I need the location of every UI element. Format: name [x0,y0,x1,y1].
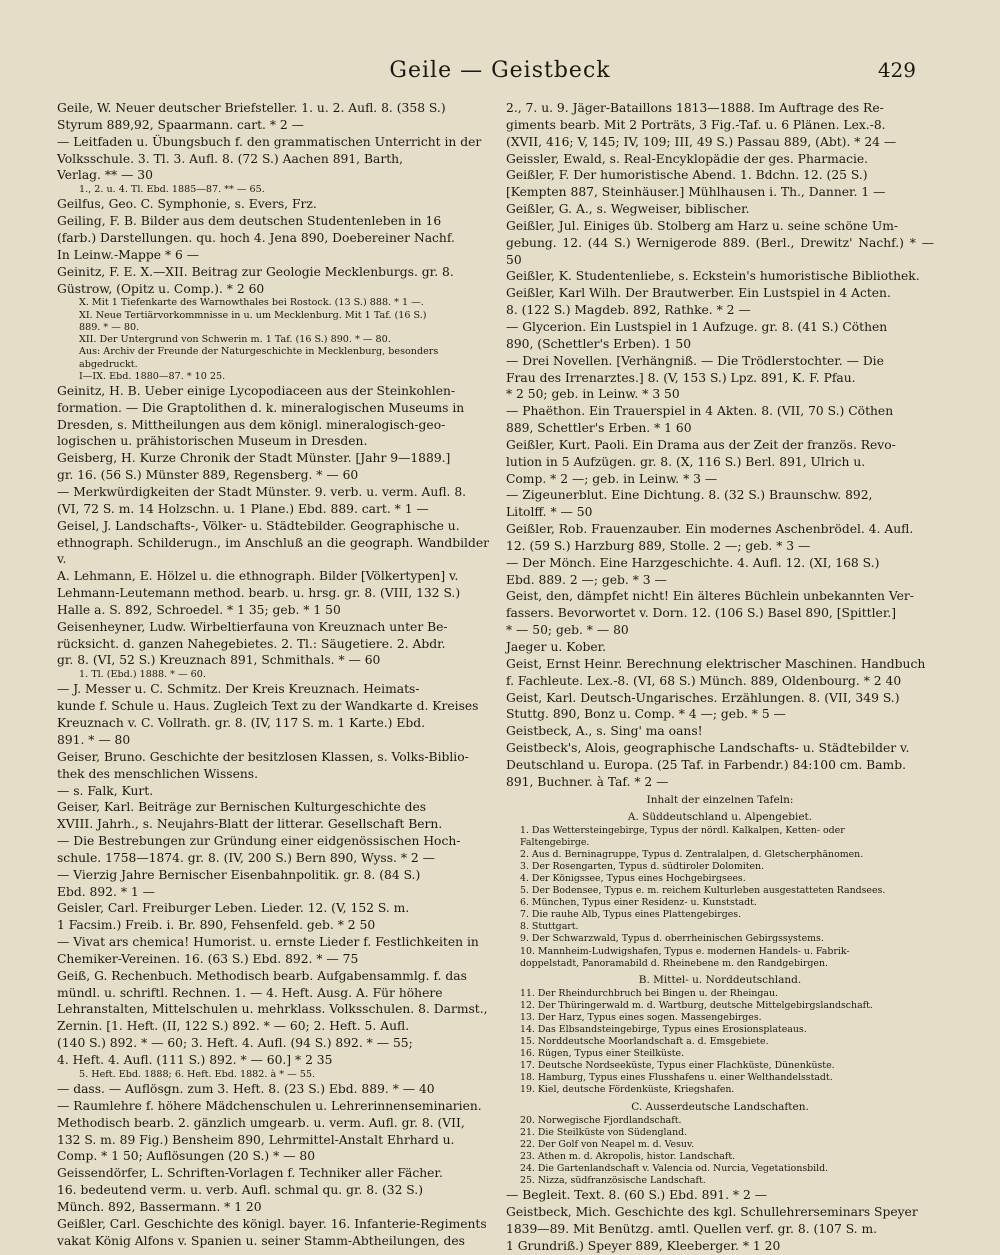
entry-line: Geisler, Carl. Freiburger Leben. Lieder. 12. (V, 152 S. m. [57,901,410,916]
entry-line: Styrum 889,92, Spaarmann. cart. * 2 — [57,117,304,132]
plate-item: 19. Kiel, deutsche Fördenküste, Kriegshafen. [520,1084,735,1096]
entry-line: — Vierzig Jahre Bernischer Eisenbahnpolitik. gr. 8. (84 S.) [57,867,421,882]
entry-line: lution in 5 Aufzügen. gr. 8. (X, 116 S.) Berl. 891, Ulrich u. [506,454,866,469]
entry-line: Geißler, Karl Wilh. Der Brautwerber. Ein Lustspiel in 4 Acten. [506,286,891,301]
plate-section-title: C. Ausserdeutsche Landschaften. [631,1100,809,1113]
entry-line: Comp. * 1 50; Auflösungen (20 S.) * — 80 [57,1149,316,1164]
entry-line: Methodisch bearb. 2. gänzlich umgearb. u. verm. Aufl. gr. 8. (VII, [57,1115,465,1130]
entry-line: 4. Heft. 4. Aufl. (111 S.) 892. * — 60.] * 2 35 [57,1053,333,1068]
bibliography-entry [506,740,934,791]
entry-line: Aus: Archiv der Freunde der Naturgeschichte in Mecklenburg, besonders [79,346,439,358]
bibliography-entry [506,656,934,690]
plate-item: 25. Nizza, südfranzösische Landschaft. [520,1175,706,1187]
entry-line: (140 S.) 892. * — 60; 3. Heft. 4. Aufl. (94 S.) 892. * — 55; [57,1036,413,1051]
entry-line: formation. — Die Graptolithen d. k. mineralogischen Museums in [57,400,465,415]
bibliography-entry [506,1187,934,1204]
plate-item: 21. Die Steilküste von Südengland. [520,1126,688,1138]
entry-line: A. Lehmann, E. Hölzel u. die ethnograph. Bilder [Völkertypen] v. [57,569,459,584]
bibliography-entry [57,450,489,517]
entry-line: — Zigeunerblut. Eine Dichtung. 8. (32 S.) Braunschw. 892, [506,488,873,503]
entry-line: — Vivat ars chemica! Humorist. u. ernste Lieder f. Festlichkeiten in [57,935,479,950]
entry-line: Geinitz, F. E. X.—XII. Beitrag zur Geologie Mecklenburgs. gr. 8. [57,264,454,279]
entry-line: Geiser, Bruno. Geschichte der besitzlosen Klassen, s. Volks-Biblio- [57,749,469,764]
entry-line: Geißler, Rob. Frauenzauber. Ein modernes Aschenbrödel. 4. Aufl. [506,522,914,537]
entry-line: abgedruckt. [79,358,138,370]
bibliography-entry [506,690,934,724]
plate-item: 8. Stuttgart. [520,921,579,933]
plate-item: doppelstadt, Panoramabild d. Rheinebene m. den Randgebirgen. [520,957,829,969]
plate-section-title: B. Mittel- u. Norddeutschland. [638,973,802,986]
entry-line: 2., 7. u. 9. Jäger-Bataillons 1813—1888. Im Auftrage des Re- [506,101,884,115]
plate-item: 3. Der Rosengarten, Typus d. südtiroler Dolomiten. [520,860,765,872]
entry-line: Chemiker-Vereinen. 16. (63 S.) Ebd. 892. * — 75 [57,951,359,966]
entry-line: 132 S. m. 89 Fig.) Bensheim 890, Lehrmittel-Anstalt Ehrhard u. [57,1132,455,1147]
bibliography-entry [57,749,489,800]
entry-line: Geist, Karl. Deutsch-Ungarisches. Erzählungen. 8. (VII, 349 S.) [506,690,900,705]
entry-line: Halle a. S. 892, Schroedel. * 1 35; geb. * 1 50 [57,602,341,617]
plate-item: 14. Das Elbsandsteingebirge, Typus eines Erosionsplateaus. [520,1024,807,1035]
entry-line: — Raumlehre f. höhere Mädchenschulen u. Lehrerinnenseminarien. [57,1098,482,1113]
entry-line: Geistbeck's, Alois, geographische Landschafts- u. Städtebilder v. [506,741,910,756]
entry-line: Geißler, F. Der humoristische Abend. 1. Bdchn. 12. (25 S.) [506,168,868,183]
bibliography-entry [506,100,934,151]
entry-line: Geissendörfer, L. Schriften-Vorlagen f. Techniker aller Fächer. [57,1166,443,1181]
plate-item: 16. Rügen, Typus einer Steilküste. [520,1048,685,1060]
entry-line: gr. 16. (56 S.) Münster 889, Regensberg. * — 60 [57,468,359,483]
entry-line: Lehranstalten, Mittelschulen u. mehrklass. Volksschulen. 8. Darmst., [57,1002,488,1017]
plate-item: 20. Norwegische Fjordlandschaft. [520,1114,682,1126]
entry-line: Geist, den, dämpfet nicht! Ein älteres Büchlein unbekannten Ver- [506,589,914,604]
plate-item: 6. München, Typus einer Residenz- u. Kunststadt. [520,897,757,909]
bibliography-entry [506,218,934,269]
entry-line: XI. Neue Tertiärvorkommnisse in u. um Mecklenburg. Mit 1 Taf. (16 S.) [79,309,427,321]
entry-line: — Begleit. Text. 8. (60 S.) Ebd. 891. * 2 — [506,1188,768,1203]
page-header [0,56,1000,90]
entry-line: — Phaëthon. Ein Trauerspiel in 4 Akten. 8. (VII, 70 S.) Cöthen [506,404,894,419]
entry-line: Münch. 892, Bassermann. * 1 20 [57,1199,262,1214]
entry-line: (VI, 72 S. m. 14 Holzschn. u. 1 Plane.) Ebd. 889. cart. * 1 — [57,501,429,516]
entry-line: 891. * — 80 [57,732,131,747]
plate-item: 22. Der Golf von Neapel m. d. Vesuv. [520,1138,695,1150]
bibliography-entry [506,521,934,588]
plate-item: 2. Aus d. Berninagruppe, Typus d. Zentralalpen, d. Gletscherphänomen. [520,848,864,860]
bibliography-entry [506,723,934,740]
entry-line: Geiß, G. Rechenbuch. Methodisch bearb. Aufgabensammlg. f. das [57,968,467,983]
entry-line: 5. Heft. Ebd. 1888; 6. Heft. Ebd. 1882. à * — 55. [79,1068,316,1080]
entry-line: Geißler, Kurt. Paoli. Ein Drama aus der Zeit der französ. Revo- [506,437,896,452]
entry-line: Frau des Irrenarztes.] 8. (V, 153 S.) Lpz. 891, K. F. Pfau. [506,370,856,385]
plate-item: 15. Norddeutsche Moorlandschaft a. d. Emsgebiete. [520,1036,769,1048]
entry-line: — Die Bestrebungen zur Gründung einer eidgenössischen Hoch- [57,834,461,849]
plate-section-title: A. Süddeutschland u. Alpengebiet. [627,810,813,823]
entry-line: X. Mit 1 Tiefenkarte des Warnowthales bei Rostock. (13 S.) 888. * 1 —. [79,297,424,309]
entry-line: thek des menschlichen Wissens. [57,766,259,781]
plate-item: 12. Der Thüringerwald m. d. Wartburg, deutsche Mittelgebirgslandschaft. [520,999,873,1011]
plate-item: 4. Der Königssee, Typus eines Hochgebirgsees. [520,872,746,884]
plate-item: 9. Der Schwarzwald, Typus d. oberrheinischen Gebirgssystems. [520,933,824,945]
entry-line: — J. Messer u. C. Schmitz. Der Kreis Kreuznach. Heimats- [57,682,420,697]
left-column [57,100,489,1250]
entry-line: logischen u. prähistorischen Museum in Dresden. [57,434,368,449]
entry-line: Kreuznach v. C. Vollrath. gr. 8. (IV, 117 S. m. 1 Karte.) Ebd. [57,716,426,731]
entry-line: * — 50; geb. * — 80 [506,623,629,638]
entry-line: — s. Falk, Kurt. [57,783,154,798]
entry-line: gr. 8. (VI, 52 S.) Kreuznach 891, Schmithals. * — 60 [57,653,381,668]
bibliography-entry [57,968,489,1165]
entry-line: Geinitz, H. B. Ueber einige Lycopodiaceen aus der Steinkohlen- [57,383,456,398]
plates-heading: Inhalt der einzelnen Tafeln: [646,793,794,806]
entry-line: Geilfus, Geo. C. Symphonie, s. Evers, Frz. [57,197,317,212]
entry-line: XVIII. Jahrh., s. Neujahrs-Blatt der litterar. Gesellschaft Bern. [57,817,443,832]
entry-line: kunde f. Schule u. Haus. Zugleich Text zu der Wandkarte d. Kreises [57,699,479,714]
entry-line: rücksicht. d. ganzen Nahegebietes. 2. Tl.: Säugetiere. 2. Abdr. [57,636,446,651]
running-title: Geile — Geistbeck [389,58,611,83]
entry-line: 16. bedeutend verm. u. verb. Aufl. schmal qu. gr. 8. (32 S.) [57,1183,423,1198]
plate-item: 1. Das Wettersteingebirge, Typus der nördl. Kalkalpen, Ketten- oder [520,824,845,836]
bibliography-entry [57,383,489,450]
entry-line: Lehmann-Leutemann method. bearb. u. hrsg. gr. 8. (VIII, 132 S.) [57,586,461,601]
bibliography-entry [57,799,489,900]
entry-line: — Leitfaden u. Übungsbuch f. den grammatischen Unterricht in der [57,134,482,149]
entry-line: Geisenheyner, Ludw. Wirbeltierfauna von Kreuznach unter Be- [57,619,448,634]
bibliography-entry [57,518,489,619]
entry-line: — dass. — Auflösgn. zum 3. Heft. 8. (23 S.) Ebd. 889. * — 40 [57,1082,435,1097]
entry-line: Geisberg, H. Kurze Chronik der Stadt Münster. [Jahr 9—1889.] [57,451,451,466]
entry-line: Geiser, Karl. Beiträge zur Bernischen Kulturgeschichte des [57,800,427,815]
entry-line: I—IX. Ebd. 1880—87. * 10 25. [79,370,226,382]
entry-line: Verlag. ** — 30 [57,168,153,183]
entry-line: (farb.) Darstellungen. qu. hoch 4. Jena 890, Doebereiner Nachf. [57,231,455,246]
entry-line: Geile, W. Neuer deutscher Briefsteller. 1. u. 2. Aufl. 8. (358 S.) [57,101,446,115]
entry-line: * 2 50; geb. in Leinw. * 3 50 [506,387,680,402]
entry-line: Jaeger u. Kober. [506,640,607,654]
plate-item: 24. Die Gartenlandschaft v. Valencia od. Nurcia, Vegetationsbild. [520,1162,829,1174]
bibliography-entry [506,437,934,521]
entry-line: Comp. * 2 —; geb. in Leinw. * 3 — [506,471,718,486]
entry-line: 1 Grundriß.) Speyer 889, Kleeberger. * 1 20 [506,1238,781,1253]
bibliography-entry [506,151,934,168]
bibliography-entry [57,196,489,213]
entry-line: Geißler, Jul. Einiges üb. Stolberg am Harz u. seine schöne Um- [506,218,899,233]
entry-line: Ebd. 889. 2 —; geb. * 3 — [506,572,667,587]
entry-line: Deutschland u. Europa. (25 Taf. in Farbendr.) 84:100 cm. Bamb. [506,757,906,772]
entry-line: XII. Der Untergrund von Schwerin m. 1 Taf. (16 S.) 890. * — 80. [79,334,391,346]
entry-line: Geistbeck, A., s. Sing' ma oans! [506,724,703,739]
bibliography-entry [506,201,934,218]
entry-line: 1. Tl. (Ebd.) 1888. * — 60. [79,669,206,681]
entry-line: gebung. 12. (44 S.) Wernigerode 889. (Berl., Drewitz' Nachf.) * — 50 [506,235,934,267]
plate-item: Faltengebirge. [520,836,590,848]
plate-item: 10. Mannheim-Ludwigshafen, Typus e. modernen Handels- u. Fabrik- [520,945,850,957]
bibliography-entry [57,900,489,967]
right-column [506,100,934,1255]
entry-line: giments bearb. Mit 2 Porträts, 3 Fig.-Taf. u. 6 Plänen. Lex.-8. [506,117,886,132]
bibliography-entry [506,285,934,437]
bibliography-entry [57,264,489,383]
entry-line: Geißler, G. A., s. Wegweiser, biblischer. [506,202,750,217]
entry-line: 890, (Schettler's Erben). 1 50 [506,336,692,351]
plate-item: 17. Deutsche Nordseeküste, Typus einer Flachküste, Dünenküste. [520,1060,835,1072]
entry-line: — Drei Novellen. [Verhängniß. — Die Trödlerstochter. — Die [506,353,884,368]
page-number: 429 [877,58,916,82]
bibliography-entry [506,167,934,201]
entry-line: Ebd. 892. * 1 — [57,884,155,899]
entry-line: 891, Buchner. à Taf. * 2 — [506,774,669,789]
plate-item: 23. Athen m. d. Akropolis, histor. Landschaft. [520,1150,736,1162]
entry-line: 889. * — 80. [79,321,140,333]
plate-item: 11. Der Rheindurchbruch bei Bingen u. der Rheingau. [520,987,779,999]
entry-line: — Merkwürdigkeiten der Stadt Münster. 9. verb. u. verm. Aufl. 8. [57,484,467,499]
entry-line: Geiling, F. B. Bilder aus dem deutschen Studentenleben in 16 [57,214,442,229]
entry-line: [Kempten 887, Steinhäuser.] Mühlhausen i. Th., Danner. 1 — [506,185,886,200]
bibliography-entry [57,213,489,264]
entry-line: 1839—89. Mit Benützg. amtl. Quellen verf. gr. 8. (107 S. m. [506,1221,878,1236]
entry-line: — Glycerion. Ein Lustspiel in 1 Aufzuge. gr. 8. (41 S.) Cöthen [506,319,888,334]
entry-line: Volksschule. 3. Tl. 3. Aufl. 8. (72 S.) Aachen 891, Barth, [57,151,403,166]
entry-line: ethnograph. Schilderugn., im Anschluß an die geograph. Wandbilder v. [57,535,489,567]
entry-line: Geissler, Ewald, s. Real-Encyklopädie der ges. Pharmacie. [506,151,869,166]
entry-line: mündl. u. schriftl. Rechnen. 1. — 4. Heft. Ausg. A. Für höhere [57,985,443,1000]
bibliography-entry [57,619,489,749]
entry-line: 889, Schettler's Erben. * 1 60 [506,421,692,436]
entry-line: (XVII, 416; V, 145; IV, 109; III, 49 S.) Passau 889, (Abt). * 24 — [506,134,897,149]
entry-line: — Der Mönch. Eine Harzgeschichte. 4. Aufl. 12. (XI, 168 S.) [506,555,880,570]
entry-line: Litolff. * — 50 [506,505,593,520]
bibliography-entry [57,100,489,196]
plate-item: 7. Die rauhe Alb, Typus eines Plattengebirges. [520,909,742,921]
entry-line: 8. (122 S.) Magdeb. 892, Rathke. * 2 — [506,303,751,318]
bibliography-entry [506,1204,934,1255]
entry-line: 12. (59 S.) Harzburg 889, Stolle. 2 —; geb. * 3 — [506,538,811,553]
entry-line: schule. 1758—1874. gr. 8. (IV, 200 S.) Bern 890, Wyss. * 2 — [57,850,435,865]
entry-line: fassers. Bevorwortet v. Dorn. 12. (106 S.) Basel 890, [Spittler.] [506,606,897,621]
entry-line: 1 Facsim.) Freib. i. Br. 890, Fehsenfeld. geb. * 2 50 [57,918,376,933]
entry-line: 1., 2. u. 4. Tl. Ebd. 1885—87. ** — 65. [79,184,265,196]
entry-line: f. Fachleute. Lex.-8. (VI, 68 S.) Münch. 889, Oldenbourg. * 2 40 [506,673,902,688]
entry-line: Geistbeck, Mich. Geschichte des kgl. Schullehrerseminars Speyer [506,1204,918,1219]
bibliography-entry [506,588,934,655]
bibliography-entry [57,1216,489,1250]
entry-line: Zernin. [1. Heft. (II, 122 S.) 892. * — 60; 2. Heft. 5. Aufl. [57,1019,410,1034]
entry-line: Geißler, Carl. Geschichte des königl. bayer. 16. Infanterie-Regiments [57,1216,487,1231]
plate-item: 18. Hamburg, Typus eines Flusshafens u. einer Welthandelsstadt. [520,1072,833,1084]
bibliography-entry [506,268,934,285]
plate-item: 5. Der Bodensee, Typus e. m. reichem Kulturleben ausgestatteten Randsees. [520,885,886,897]
entry-line: Güstrow, (Opitz u. Comp.). * 2 60 [57,281,265,296]
entry-line: Geisel, J. Landschafts-, Völker- u. Städtebilder. Geographische u. [57,518,460,533]
plate-item: 13. Der Harz, Typus eines sogen. Massengebirges. [520,1011,762,1023]
entry-line: vakat König Alfons v. Spanien u. seiner Stamm-Abtheilungen, des [57,1233,465,1248]
entry-line: Geißler, K. Studentenliebe, s. Eckstein's humoristische Bibliothek. [506,269,920,284]
entry-line: Stuttg. 890, Bonz u. Comp. * 4 —; geb. * 5 — [506,707,786,722]
entry-line: In Leinw.-Mappe * 6 — [57,247,200,262]
entry-line: Dresden, s. Mittheilungen aus dem königl. mineralogisch-geo- [57,417,446,432]
entry-line: Geist, Ernst Heinr. Berechnung elektrischer Maschinen. Handbuch [506,656,926,671]
